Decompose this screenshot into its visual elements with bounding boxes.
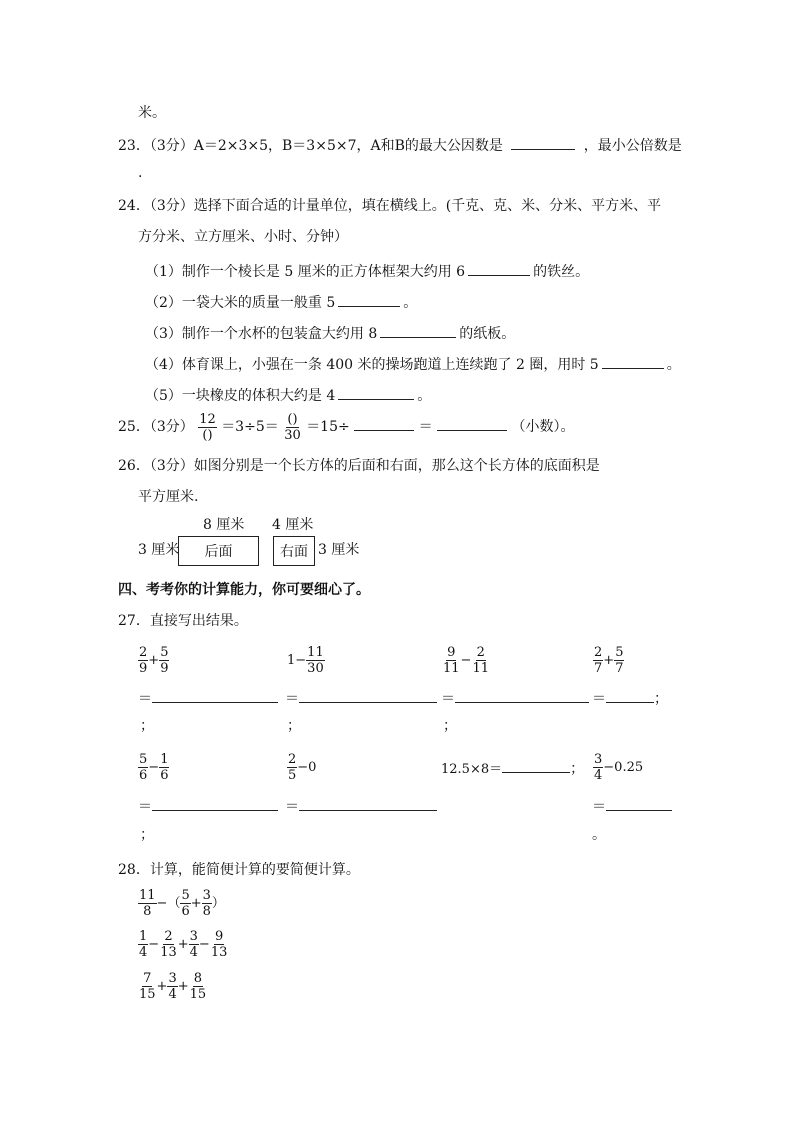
q25-blank-2[interactable] — [437, 416, 507, 431]
q28-expr-3: $\frac{7}{15}$ + $\frac{3}{4}$ + $\frac{8}{15}$ — [139, 970, 207, 1002]
q25-blank-1[interactable] — [354, 416, 414, 431]
q28-expr-2: $\frac{1}{4}$ − $\frac{2}{13}$ + $\frac{3}{4}$ − $\frac{9}{13}$ — [139, 928, 228, 960]
q24-blank-1[interactable] — [468, 261, 530, 276]
q27-blank-1[interactable] — [152, 688, 278, 703]
q27-answer-1: ＝ — [138, 688, 278, 708]
right-face-width-label: 4 厘米 — [272, 517, 314, 533]
q27-blank-4[interactable] — [606, 688, 654, 703]
q27-expr-6: $\frac{2}{5}$ −0 — [288, 751, 317, 783]
q24-item-2: （2）一袋大米的质量一般重 5 。 — [145, 292, 417, 312]
q27-answer-4: ＝ ； — [592, 688, 668, 708]
back-face-width-label: 8 厘米 — [203, 517, 245, 533]
q27-answer-5: ＝ — [138, 796, 278, 816]
q22-tail: 米。 — [138, 105, 166, 121]
right-face-height-label: 3 厘米 — [318, 542, 360, 558]
right-face-rect — [273, 536, 315, 566]
q27-expr-2: 1− $\frac{11}{30}$ — [287, 644, 324, 676]
q25-fraction-1: $\frac{12}{()}$ — [199, 411, 216, 443]
q27-expr-7: 12.5×8＝ ； — [441, 758, 584, 779]
q27-title: 27．直接写出结果。 — [118, 613, 248, 629]
q27-expr-3: $\frac{9}{11}$ − $\frac{2}{11}$ — [443, 644, 489, 676]
back-face-height-label: 3 厘米 — [138, 542, 180, 558]
q27-blank-6[interactable] — [299, 796, 437, 811]
section-4-heading: 四、考考你的计算能力，你可要细心了。 — [118, 582, 370, 598]
q27-semicolon-3: ； — [443, 718, 457, 734]
q27-expr-5: $\frac{5}{6}$ − $\frac{1}{6}$ — [139, 751, 169, 783]
q27-blank-8[interactable] — [606, 796, 672, 811]
q27-semicolon-2: ； — [287, 718, 301, 734]
q27-answer-6: ＝ — [285, 796, 437, 816]
q24-item-5: （5）一块橡皮的体积大约是 4 。 — [145, 385, 431, 405]
q27-semicolon-5: ； — [140, 827, 154, 843]
q26-line2: 平方厘米. — [138, 489, 199, 505]
q28-expr-1: $\frac{11}{8}$ −（ $\frac{5}{6}$ + $\frac{3}{8}$ ） — [139, 887, 225, 919]
q24-item-3: （3）制作一个水杯的包装盒大约用 8 的纸板。 — [145, 323, 515, 343]
q24-item-4: （4）体育课上，小强在一条 400 米的操场跑道上连续跑了 2 圈，用时 5 。 — [145, 354, 681, 374]
question-23 — [118, 135, 682, 155]
q23-mid: ，最小公倍数是 — [583, 138, 682, 154]
q27-answer-2: ＝ — [285, 688, 437, 708]
q23-text: 23．（3分）A＝2×3×5，B＝3×5×7，A和B的最大公因数是 — [118, 138, 503, 154]
q27-blank-2[interactable] — [299, 688, 437, 703]
q26-line1: 26．（3分）如图分别是一个长方体的后面和右面，那么这个长方体的底面积是 — [118, 458, 600, 474]
right-face-label: 右面 — [280, 544, 308, 560]
q24-line2: 方分米、立方厘米、小时、分钟） — [138, 229, 348, 245]
q27-answer-3: ＝ — [441, 688, 589, 708]
q27-blank-7[interactable] — [502, 758, 570, 773]
q27-answer-8: ＝ — [592, 796, 672, 816]
q24-blank-4[interactable] — [602, 354, 664, 369]
back-face-rect — [178, 536, 259, 566]
q24-blank-3[interactable] — [380, 323, 456, 338]
q27-expr-4: $\frac{2}{7}$ + $\frac{5}{7}$ — [594, 644, 624, 676]
q27-blank-3[interactable] — [455, 688, 589, 703]
back-face-label: 后面 — [204, 544, 233, 560]
q23-tail: . — [138, 165, 143, 181]
q24-blank-2[interactable] — [338, 292, 400, 307]
q27-expr-8: $\frac{3}{4}$ −0.25 — [594, 751, 644, 783]
question-25: 25．（3分） $\frac{12}{()}$ ＝3÷5＝ $\frac{()}{30}$ ＝15÷ ＝ （小数）。 — [118, 411, 575, 443]
q27-period: 。 — [592, 827, 606, 843]
q25-fraction-2: $\frac{()}{30}$ — [284, 411, 301, 443]
q24-line1: 24．（3分）选择下面合适的计量单位，填在横线上。(千克、克、米、分米、平方米、平 — [118, 198, 662, 214]
q27-blank-5[interactable] — [152, 796, 278, 811]
q24-item-1: （1）制作一个棱长是 5 厘米的正方体框架大约用 6 的铁丝。 — [145, 261, 589, 281]
q27-expr-1: $\frac{2}{9}$ + $\frac{5}{9}$ — [139, 644, 169, 676]
q27-semicolon-1: ； — [140, 718, 154, 734]
q23-blank-gcd[interactable] — [511, 135, 575, 150]
q28-title: 28．计算，能简便计算的要简便计算。 — [118, 862, 360, 878]
q24-blank-5[interactable] — [338, 385, 414, 400]
